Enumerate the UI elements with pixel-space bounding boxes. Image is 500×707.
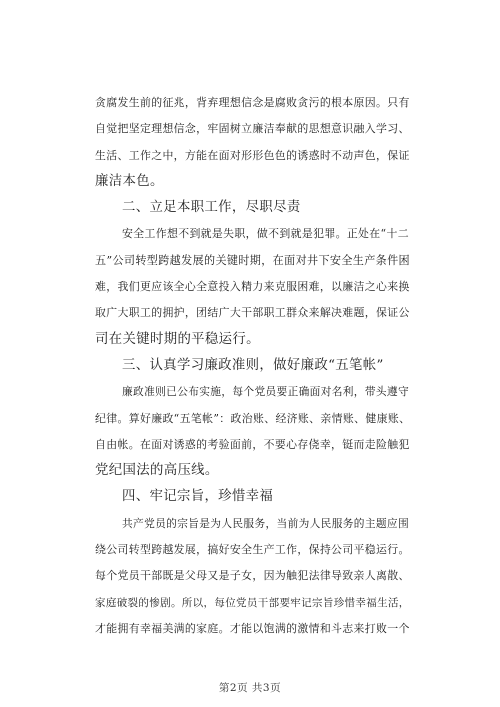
text-line: 每个党员干部既是父母又是子女，因为触犯法律导致亲人离散、 xyxy=(95,569,410,583)
text-line: 贪腐发生前的征兆，背弃理想信念是腐败贪污的根本原因。只有 xyxy=(95,96,410,109)
section-heading: 三、认真学习廉政准则，做好廉政“五笔帐” xyxy=(122,357,384,373)
section-heading: 二、立足本职工作，尽职尽责 xyxy=(122,200,301,216)
text-line: 自觉把坚定理想信念，牢固树立廉洁奉献的思想意识融入学习、 xyxy=(95,122,410,136)
page-number: 第2页 共3页 xyxy=(218,682,282,694)
text-line: 生活、工作之中，方能在面对形形色色的诱惑时不动声色，保证 xyxy=(95,148,410,162)
section-heading: 四、牢记宗旨，珍惜幸福 xyxy=(122,489,274,505)
document-body xyxy=(95,92,410,644)
text-line: 自由帐。在面对诱惑的考验面前，不要心存侥幸，铤而走险触犯 xyxy=(95,437,410,451)
text-line: 安全工作想不到就是失职，做不到就是犯罪。正处在“十二 xyxy=(122,227,409,241)
text-line: 廉政准则已公布实施，每个党员要正确面对名利，带头遵守 xyxy=(122,385,409,399)
text-line: 五”公司转型跨越发展的关键时期，在面对井下安全生产条件困 xyxy=(95,253,411,267)
text-line: 共产党员的宗旨是为人民服务，当前为人民服务的主题应围 xyxy=(122,516,409,530)
text-line: 难，我们更应该全心全意投入精力来克服困难，以廉洁之心来换 xyxy=(95,280,410,294)
text-line: 纪律。算好廉政“五笔帐”：政治账、经济账、亲情账、健康账、 xyxy=(95,411,411,425)
text-line: 廉洁本色。 xyxy=(95,173,164,189)
text-line: 才能拥有幸福美满的家庭。才能以饱满的激情和斗志来打败一个 xyxy=(95,621,410,635)
text-line: 司在关键时期的平稳运行。 xyxy=(95,331,260,347)
text-line: 党纪国法的高压线。 xyxy=(95,463,219,479)
text-line: 绕公司转型跨越发展，搞好安全生产工作，保持公司平稳运行。 xyxy=(95,543,410,557)
text-line: 家庭破裂的惨剧。所以，每位党员干部要牢记宗旨珍惜幸福生活， xyxy=(95,596,410,609)
text-line: 取广大职工的拥护，团结广大干部职工群众来解决难题，保证公 xyxy=(95,306,410,320)
